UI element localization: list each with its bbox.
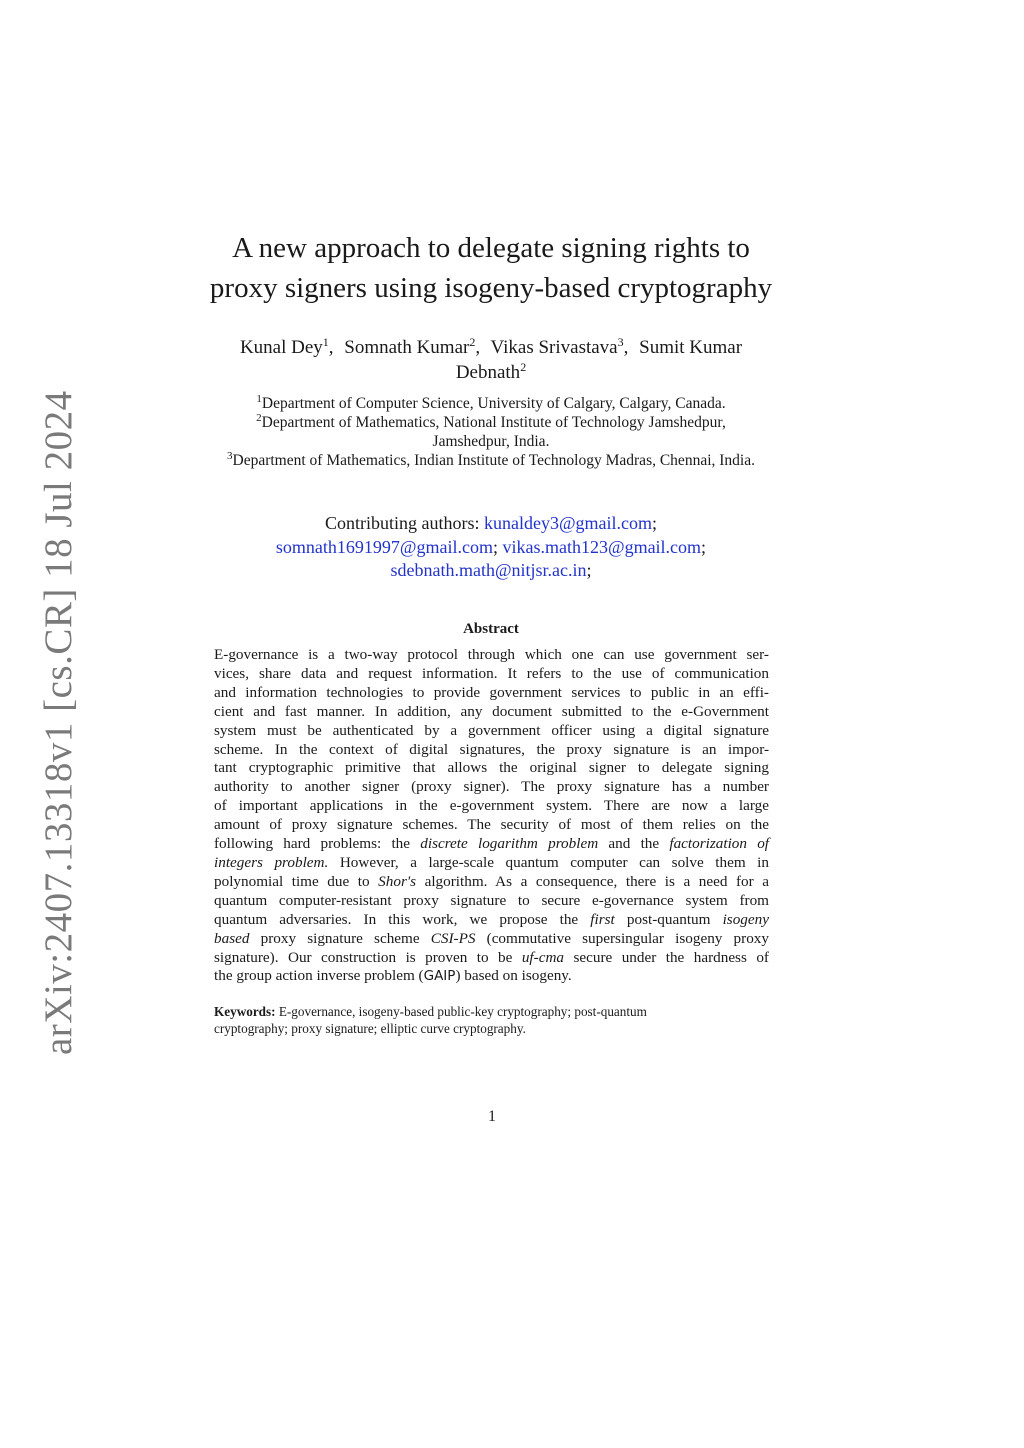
abstract-line: E-governance is a two-way protocol through which one can use government ser- [214,646,769,663]
abstract-line: cient and fast manner. In addition, any document submitted to the e-Government [214,702,769,720]
abstract-line: quantum computer-resistant proxy signature to secure e-governance system from [214,891,769,909]
abstract-line: authority to another signer (proxy signer). The proxy signature has a number [214,778,769,796]
text-run: algorithm. As a consequence, there is a need for a [416,872,769,890]
text-run: and the [598,835,670,853]
emphasis: factorization of [669,835,770,853]
text-run: ) based on isogeny. [455,967,572,985]
emphasis: discrete logarithm problem [420,835,599,853]
arxiv-identifier[interactable]: arXiv:2407.13318v1 [cs.CR] 18 Jul 2024 [37,390,80,1055]
abstract-line: amount of proxy signature schemes. The security of most of them relies on the [214,816,769,834]
abstract-line [214,835,769,854]
separator: ; [492,536,498,557]
abstract-text [214,646,769,986]
text-run: However, a large-scale quantum computer can solve them in [328,853,769,871]
emphasis: integers problem. [214,853,329,871]
abstract-line: system must be authenticated by a government officer using a digital signature [214,721,769,739]
keywords-line [214,1003,769,1020]
author-list [180,335,802,385]
text-run: proxy signature scheme [249,929,431,947]
author-name: Sumit Kumar [639,337,743,358]
affiliation-list [160,394,822,470]
affiliation-continued: Jamshedpur, India. [432,433,550,450]
text-run: polynomial time due to [214,872,379,890]
author-name: Kunal Dey [239,337,323,358]
keywords-text: E-governance, isogeny-based public-key cryptography; post-quantum [278,1004,647,1019]
contrib-label: Contributing authors: [324,513,480,533]
title-line: proxy signers using isogeny-based cryptography [209,272,773,304]
abstract-line [214,873,769,892]
emphasis: isogeny [722,910,769,928]
author-line [180,360,802,385]
text-run: quantum adversaries. In this work, we propose the [214,910,591,928]
contrib-line [180,512,802,536]
email-link[interactable]: somnath1691997@gmail.com [275,536,493,557]
affiliation [160,451,822,470]
paper-title [160,228,822,308]
text-run: (commutative supersingular isogeny proxy [475,929,769,947]
separator: ; [701,536,707,557]
text-run: following hard problems: the [214,835,421,853]
contrib-line [180,559,802,583]
emphasis: CSI-PS [430,929,476,947]
emphasis: first [590,910,615,928]
email-link[interactable]: vikas.math123@gmail.com [502,536,702,557]
abstract-line: vices, share data and request information. It refers to the use of communication [214,664,769,682]
abstract-heading: Abstract [463,621,519,637]
author-affil-mark: 2 [520,360,527,374]
abstract-line [214,967,769,986]
contrib-line [180,536,802,560]
keywords-label: Keywords: [214,1004,276,1019]
author-name: Debnath [455,362,521,383]
abstract-line: of important applications in the e-government system. There are now a large [214,797,769,815]
text-run: post-quantum [614,910,723,928]
acronym: GAIP [423,968,456,985]
abstract-line [214,911,769,930]
author-affil-mark: 3 [617,335,624,349]
author-affil-mark: 2 [469,335,476,349]
affil-text: Department of Computer Science, University of Calgary, Calgary, Canada. [261,395,726,412]
email-link[interactable]: kunaldey3@gmail.com [483,513,653,533]
abstract-line [214,854,769,873]
text-run: signature). Our construction is proven to be [214,948,522,966]
author-name: Somnath Kumar [344,337,470,358]
emphasis: Shor's [378,872,417,890]
affil-text: Department of Mathematics, Indian Institute of Technology Madras, Chennai, India. [232,452,755,469]
emphasis: based [214,929,250,947]
abstract-line [214,949,769,968]
affil-number: 3 [227,450,233,462]
keywords-block [214,1003,769,1037]
author-name: Vikas Srivastava [490,337,618,358]
affiliation [160,394,822,413]
contributing-authors [180,512,802,583]
affiliation [160,413,822,432]
emphasis: uf-cma [521,948,565,966]
author-affil-mark: 1 [322,335,329,349]
text-run: secure under the hardness of [564,948,769,966]
separator: ; [586,560,592,580]
keywords-line: cryptography; proxy signature; elliptic curve cryptography. [214,1021,526,1036]
affil-number: 2 [256,412,262,424]
title-line: A new approach to delegate signing rights to [232,232,750,264]
affil-text: Department of Mathematics, National Institute of Technology Jamshedpur, [261,414,726,431]
text-run: the group action inverse problem ( [214,967,424,985]
abstract-line: scheme. In the context of digital signatures, the proxy signature is an impor- [214,740,769,758]
abstract-line: and information technologies to provide government services to public in an effi- [214,683,769,701]
email-link[interactable]: sdebnath.math@nitjsr.ac.in [390,560,587,580]
separator: ; [652,513,658,533]
abstract-line: tant cryptographic primitive that allows the original signer to delegate signing [214,759,769,777]
author-line: Kunal Dey$^1$, Somnath Kumar$^2$, Vikas Srivastava$^3$, Sumit Kumar [239,335,743,358]
abstract-line [214,930,769,949]
affil-number: 1 [256,393,262,405]
page-number: 1 [488,1108,496,1125]
